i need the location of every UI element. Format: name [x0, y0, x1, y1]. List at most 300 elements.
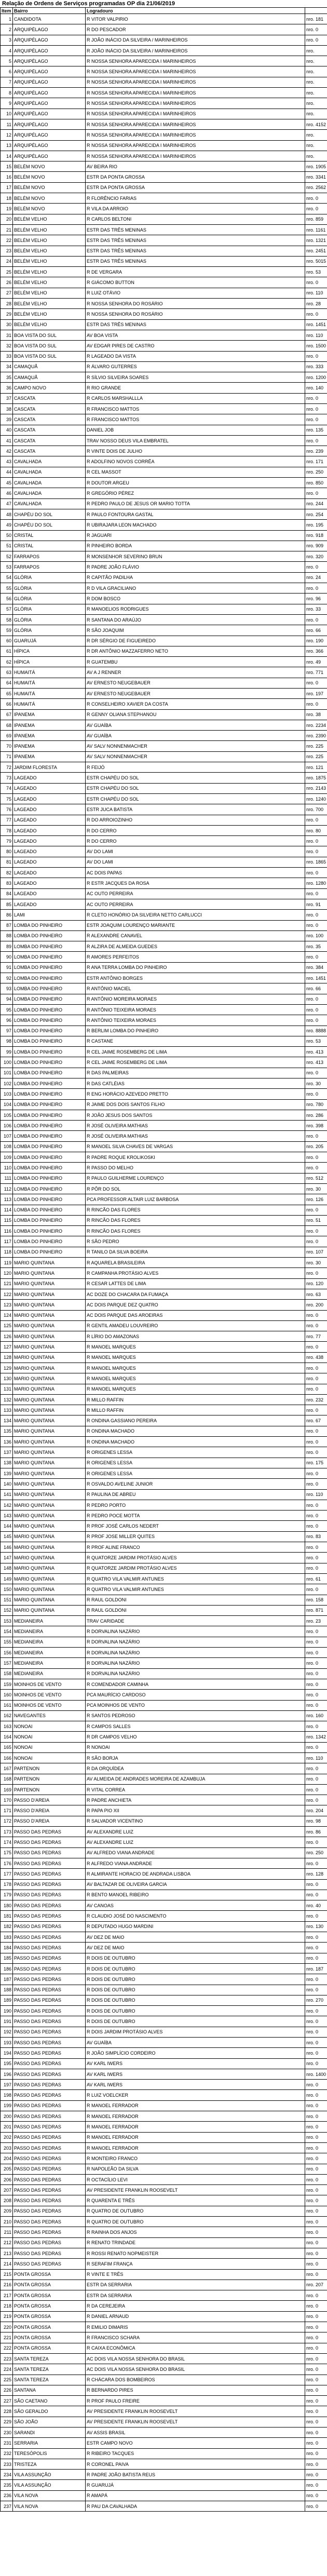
- cell-logradouro: R LÍRIO DO AMAZONAS: [86, 1331, 305, 1342]
- table-row: [1, 2111, 327, 2122]
- cell-item: 154: [1, 1626, 13, 1637]
- cell-numero: nro. 0: [305, 2343, 327, 2353]
- cell-logradouro: AC DOIS VILA NOSSA SENHORA DO BRASIL: [86, 2364, 305, 2375]
- cell-numero: nro. 0: [305, 1384, 327, 1394]
- cell-item: 175: [1, 1847, 13, 1858]
- cell-numero: nro. 0: [305, 2195, 327, 2206]
- cell-logradouro: R JOÃO JESUS DOS SANTOS: [86, 1110, 305, 1120]
- cell-logradouro: R NOSSA SENHORA APARECIDA I MARINHEIROS: [86, 130, 305, 140]
- orders-table: [0, 7, 327, 2512]
- cell-logradouro: R DOIS JARDIM PROTÁSIO ALVES: [86, 2027, 305, 2037]
- cell-logradouro: R RIO GRANDE: [86, 383, 305, 393]
- table-row: [1, 888, 327, 899]
- cell-numero: nro. 2234: [305, 720, 327, 730]
- cell-numero: nro. 0: [305, 1679, 327, 1689]
- cell-numero: nro. 207: [305, 2280, 327, 2290]
- cell-numero: nro. 49: [305, 657, 327, 667]
- cell-bairro: GLÓRIA: [13, 572, 86, 583]
- cell-item: 61: [1, 646, 13, 656]
- cell-numero: nro. 0: [305, 678, 327, 688]
- cell-logradouro: R DOIS DE OUTUBRO: [86, 2016, 305, 2027]
- cell-numero: nro. 0: [305, 1763, 327, 1774]
- cell-logradouro: R PAULO GUILHERME LOURENÇO: [86, 1173, 305, 1183]
- cell-bairro: PARTENON: [13, 1784, 86, 1795]
- cell-bairro: SERRARIA: [13, 2438, 86, 2448]
- cell-bairro: PASSO DAS PEDRAS: [13, 1911, 86, 1921]
- cell-logradouro: R PROF ALINE FRANCO: [86, 1542, 305, 1553]
- cell-numero: nro. 1451: [305, 319, 327, 330]
- cell-numero: nro. 30: [305, 1258, 327, 1268]
- cell-numero: nro. 33: [305, 604, 327, 614]
- cell-bairro: LAGEADO: [13, 836, 86, 846]
- cell-item: 52: [1, 551, 13, 562]
- cell-item: 236: [1, 2490, 13, 2501]
- cell-numero: nro.: [305, 98, 327, 109]
- cell-bairro: CHAPÉU DO SOL: [13, 520, 86, 530]
- cell-item: 110: [1, 1163, 13, 1173]
- table-row: [1, 1500, 327, 1510]
- cell-item: 118: [1, 1247, 13, 1257]
- table-row: [1, 140, 327, 151]
- table-row: [1, 2438, 327, 2448]
- table-row: [1, 130, 327, 140]
- cell-bairro: MARIO QUINTANA: [13, 1300, 86, 1310]
- cell-numero: nro. 0: [305, 1004, 327, 1015]
- cell-numero: nro. 77: [305, 1331, 327, 1342]
- cell-item: 134: [1, 1415, 13, 1426]
- cell-item: 192: [1, 2027, 13, 2037]
- cell-bairro: ARQUIPÉLAGO: [13, 151, 86, 161]
- cell-logradouro: R NOSSA SENHORA APARECIDA I MARINHEIROS: [86, 140, 305, 151]
- cell-numero: nro. 140: [305, 383, 327, 393]
- cell-bairro: MOINHOS DE VENTO: [13, 1679, 86, 1689]
- cell-numero: nro. 0: [305, 2248, 327, 2258]
- cell-bairro: SANTANA: [13, 2385, 86, 2395]
- cell-item: 44: [1, 467, 13, 477]
- cell-logradouro: R ANA TERRA LOMBA DO PINHEIRO: [86, 962, 305, 973]
- cell-bairro: SANTA TEREZA: [13, 2353, 86, 2364]
- cell-item: 171: [1, 1805, 13, 1816]
- table-row: [1, 625, 327, 636]
- cell-bairro: PASSO DAS PEDRAS: [13, 2048, 86, 2058]
- table-row: [1, 1879, 327, 1890]
- table-body: [1, 14, 327, 2512]
- cell-bairro: PASSO DAS PEDRAS: [13, 2217, 86, 2227]
- cell-numero: nro. 0: [305, 1468, 327, 1478]
- cell-numero: nro. 0: [305, 699, 327, 709]
- cell-logradouro: R JOÃO INÁCIO DA SILVEIRA / MARINHEIROS: [86, 35, 305, 45]
- cell-bairro: SÃO GERALDO: [13, 2406, 86, 2417]
- cell-bairro: ARQUIPÉLAGO: [13, 140, 86, 151]
- table-row: [1, 1805, 327, 1816]
- cell-logradouro: R DOM BOSCO: [86, 594, 305, 604]
- cell-item: 98: [1, 1036, 13, 1046]
- table-row: [1, 1352, 327, 1363]
- cell-bairro: MARIO QUINTANA: [13, 1500, 86, 1510]
- table-row: [1, 1141, 327, 1152]
- table-row: [1, 709, 327, 720]
- column-header-numero: [305, 8, 327, 14]
- cell-logradouro: R MONTEIRO FRANCO: [86, 2153, 305, 2164]
- cell-item: 189: [1, 1995, 13, 2005]
- cell-logradouro: R SÃO BORJA: [86, 1752, 305, 1763]
- cell-bairro: PASSO D'AREIA: [13, 1795, 86, 1805]
- cell-logradouro: R DEPUTADO HUGO MARDINI: [86, 1921, 305, 1932]
- cell-numero: nro. 0: [305, 2322, 327, 2332]
- cell-item: 211: [1, 2227, 13, 2237]
- cell-item: 207: [1, 2185, 13, 2195]
- cell-bairro: PASSO DAS PEDRAS: [13, 1995, 86, 2005]
- table-row: [1, 1004, 327, 1015]
- cell-bairro: BOA VISTA DO SUL: [13, 351, 86, 361]
- cell-item: 58: [1, 614, 13, 625]
- table-row: [1, 1531, 327, 1542]
- cell-numero: nro. 0: [305, 2353, 327, 2364]
- cell-logradouro: R DORVALINA NAZÁRIO: [86, 1637, 305, 1647]
- cell-item: 73: [1, 773, 13, 783]
- cell-item: 67: [1, 709, 13, 720]
- cell-bairro: PASSO DAS PEDRAS: [13, 2090, 86, 2100]
- cell-item: 92: [1, 973, 13, 983]
- cell-numero: nro. 63: [305, 1289, 327, 1299]
- cell-item: 104: [1, 1099, 13, 1110]
- table-row: [1, 1921, 327, 1932]
- cell-item: 95: [1, 1004, 13, 1015]
- cell-numero: nro. 0: [305, 403, 327, 414]
- cell-logradouro: R ORIGENES LESSA: [86, 1447, 305, 1458]
- cell-logradouro: R LUIZ OTÁVIO: [86, 288, 305, 298]
- cell-item: 7: [1, 77, 13, 87]
- table-row: [1, 878, 327, 888]
- cell-item: 3: [1, 35, 13, 45]
- cell-logradouro: R DR SÉRGIO DE FIGUEIREDO: [86, 636, 305, 646]
- cell-bairro: ARQUIPÉLAGO: [13, 24, 86, 35]
- cell-numero: nro.: [305, 88, 327, 98]
- cell-logradouro: R QUATRO VILA VALMIR ANTUNES: [86, 1584, 305, 1595]
- cell-bairro: GLÓRIA: [13, 594, 86, 604]
- cell-numero: nro. 40: [305, 1900, 327, 1911]
- table-row: [1, 1099, 327, 1110]
- cell-logradouro: R ONDINA MACHADO: [86, 1426, 305, 1436]
- cell-numero: nro. 232: [305, 1394, 327, 1405]
- table-row: [1, 456, 327, 467]
- cell-numero: nro. 195: [305, 520, 327, 530]
- table-row: [1, 678, 327, 688]
- cell-bairro: MARIO QUINTANA: [13, 1489, 86, 1500]
- cell-item: 220: [1, 2322, 13, 2332]
- cell-bairro: NONOAI: [13, 1752, 86, 1763]
- cell-bairro: PONTA GROSSA: [13, 2269, 86, 2280]
- table-row: [1, 435, 327, 446]
- cell-bairro: ARQUIPÉLAGO: [13, 56, 86, 66]
- cell-logradouro: ESTR DAS TRÊS MENINAS: [86, 319, 305, 330]
- cell-logradouro: R MANOEL MARQUES: [86, 1352, 305, 1363]
- cell-item: 34: [1, 361, 13, 372]
- cell-logradouro: AC DOIS PARQUE DAS AROEIRAS: [86, 1310, 305, 1320]
- cell-item: 166: [1, 1752, 13, 1763]
- table-row: [1, 1278, 327, 1289]
- cell-bairro: LAGEADO: [13, 888, 86, 899]
- cell-item: 152: [1, 1605, 13, 1615]
- cell-logradouro: R PADRE ROQUE KROLIKOSKI: [86, 1152, 305, 1163]
- table-row: [1, 66, 327, 77]
- cell-item: 96: [1, 1015, 13, 1026]
- table-row: [1, 1289, 327, 1299]
- cell-logradouro: R CONSELHEIRO XAVIER DA COSTA: [86, 699, 305, 709]
- table-row: [1, 1521, 327, 1531]
- cell-bairro: PASSO DAS PEDRAS: [13, 1953, 86, 1963]
- table-row: [1, 1626, 327, 1637]
- cell-bairro: MARIO QUINTANA: [13, 1352, 86, 1363]
- cell-logradouro: R PAULO FONTOURA GASTAL: [86, 509, 305, 519]
- cell-bairro: BELÉM VELHO: [13, 288, 86, 298]
- cell-logradouro: R JOSÉ OLIVEIRA MATHIAS: [86, 1121, 305, 1131]
- cell-logradouro: R MANOELIOS RODRIGUES: [86, 604, 305, 614]
- table-row: [1, 773, 327, 783]
- cell-item: 68: [1, 720, 13, 730]
- table-row: [1, 2427, 327, 2437]
- cell-bairro: LOMBA DO PINHEIRO: [13, 1173, 86, 1183]
- cell-logradouro: R DR CAMPOS VELHO: [86, 1732, 305, 1742]
- cell-item: 15: [1, 161, 13, 172]
- cell-logradouro: R PAU DA CAVALHADA: [86, 2501, 305, 2512]
- cell-logradouro: R CAPITÃO PADILHA: [86, 572, 305, 583]
- cell-bairro: GUARUJÁ: [13, 636, 86, 646]
- cell-item: 184: [1, 1943, 13, 1953]
- cell-item: 14: [1, 151, 13, 161]
- table-row: [1, 1721, 327, 1732]
- cell-numero: nro. 0: [305, 2427, 327, 2437]
- cell-bairro: LAGEADO: [13, 899, 86, 909]
- cell-logradouro: R DO PESCADOR: [86, 24, 305, 35]
- cell-bairro: PASSO DAS PEDRAS: [13, 2195, 86, 2206]
- cell-bairro: ARQUIPÉLAGO: [13, 98, 86, 109]
- cell-logradouro: R VILA DA ARROIO: [86, 204, 305, 214]
- cell-item: 230: [1, 2427, 13, 2437]
- cell-numero: nro. 0: [305, 277, 327, 288]
- table-row: [1, 2142, 327, 2153]
- cell-bairro: ARQUIPÉLAGO: [13, 35, 86, 45]
- cell-bairro: PASSO DAS PEDRAS: [13, 2227, 86, 2237]
- table-row: [1, 2364, 327, 2375]
- cell-numero: nro. 0: [305, 2290, 327, 2301]
- table-row: [1, 1869, 327, 1879]
- cell-bairro: MARIO QUINTANA: [13, 1363, 86, 1373]
- cell-numero: nro.: [305, 130, 327, 140]
- cell-numero: nro. 320: [305, 551, 327, 562]
- table-row: [1, 214, 327, 224]
- cell-logradouro: ESTR DAS TRÊS MENINAS: [86, 224, 305, 235]
- table-row: [1, 182, 327, 193]
- cell-logradouro: R MANOEL MARQUES: [86, 1363, 305, 1373]
- table-row: [1, 762, 327, 773]
- cell-logradouro: R FEIJÓ: [86, 762, 305, 773]
- cell-item: 228: [1, 2406, 13, 2417]
- cell-item: 4: [1, 45, 13, 56]
- cell-item: 75: [1, 793, 13, 804]
- cell-item: 87: [1, 920, 13, 930]
- cell-numero: nro. 0: [305, 1837, 327, 1847]
- cell-bairro: PARTENON: [13, 1763, 86, 1774]
- table-row: [1, 1943, 327, 1953]
- cell-numero: nro. 0: [305, 1637, 327, 1647]
- table-row: [1, 446, 327, 456]
- cell-numero: nro. 181: [305, 14, 327, 24]
- cell-logradouro: ESTR DA SERRARIA: [86, 2290, 305, 2301]
- cell-item: 170: [1, 1795, 13, 1805]
- cell-logradouro: R RENATO TRINDADE: [86, 2237, 305, 2248]
- table-row: [1, 1300, 327, 1310]
- cell-item: 108: [1, 1141, 13, 1152]
- cell-logradouro: R ANTÔNIO MOREIRA MORAES: [86, 994, 305, 1004]
- cell-item: 116: [1, 1226, 13, 1236]
- cell-logradouro: AV PRESIDENTE FRANKLIN ROOSEVELT: [86, 2406, 305, 2417]
- cell-bairro: LOMBA DO PINHEIRO: [13, 1247, 86, 1257]
- cell-item: 226: [1, 2385, 13, 2395]
- cell-bairro: BELÉM VELHO: [13, 256, 86, 266]
- cell-item: 148: [1, 1563, 13, 1573]
- table-row: [1, 930, 327, 941]
- cell-item: 12: [1, 130, 13, 140]
- cell-logradouro: R QUATRO DE OUTUBRO: [86, 2217, 305, 2227]
- cell-bairro: LOMBA DO PINHEIRO: [13, 1226, 86, 1236]
- cell-item: 214: [1, 2259, 13, 2269]
- cell-logradouro: R PEDRO POCE MOTTA: [86, 1510, 305, 1521]
- table-row: [1, 204, 327, 214]
- cell-bairro: CAMAQUÃ: [13, 361, 86, 372]
- cell-bairro: LOMBA DO PINHEIRO: [13, 1004, 86, 1015]
- cell-numero: nro. 0: [305, 1373, 327, 1384]
- cell-logradouro: R ANTÔNIO TEIXEIRA MORAES: [86, 1004, 305, 1015]
- cell-item: 231: [1, 2438, 13, 2448]
- cell-logradouro: R CEL MASSOT: [86, 467, 305, 477]
- cell-logradouro: AV SALV NONNENMACHER: [86, 751, 305, 762]
- table-row: [1, 172, 327, 182]
- table-row: [1, 2480, 327, 2490]
- cell-numero: nro. 1865: [305, 857, 327, 867]
- cell-logradouro: R RINCÃO DAS FLORES: [86, 1226, 305, 1236]
- cell-bairro: PASSO DAS PEDRAS: [13, 1943, 86, 1953]
- table-row: [1, 2501, 327, 2512]
- cell-bairro: PASSO DAS PEDRAS: [13, 2016, 86, 2027]
- cell-logradouro: R BERLIM LOMBA DO PINHEIRO: [86, 1026, 305, 1036]
- cell-item: 176: [1, 1858, 13, 1868]
- cell-numero: nro. 160: [305, 1710, 327, 1721]
- table-row: [1, 151, 327, 161]
- table-row: [1, 14, 327, 24]
- cell-numero: nro. 0: [305, 1268, 327, 1278]
- cell-bairro: BELÉM VELHO: [13, 235, 86, 246]
- cell-logradouro: R ANTÔNIO MACIEL: [86, 983, 305, 994]
- cell-bairro: BELÉM VELHO: [13, 277, 86, 288]
- cell-numero: nro. 30: [305, 1078, 327, 1088]
- cell-item: 111: [1, 1173, 13, 1183]
- cell-item: 158: [1, 1668, 13, 1679]
- cell-logradouro: R DA ORQUÍDEA: [86, 1763, 305, 1774]
- table-row: [1, 1774, 327, 1784]
- cell-numero: nro. 0: [305, 1974, 327, 1985]
- cell-numero: nro. 110: [305, 288, 327, 298]
- cell-numero: nro. 0: [305, 1700, 327, 1710]
- cell-numero: nro. 110: [305, 1489, 327, 1500]
- cell-bairro: MARIO QUINTANA: [13, 1468, 86, 1478]
- cell-logradouro: AV GUAÍBA: [86, 731, 305, 741]
- cell-bairro: MARIO QUINTANA: [13, 1394, 86, 1405]
- cell-numero: nro.: [305, 151, 327, 161]
- cell-logradouro: AV KARL IWERS: [86, 2058, 305, 2069]
- cell-bairro: PASSO DAS PEDRAS: [13, 1963, 86, 1974]
- cell-numero: nro. 0: [305, 2490, 327, 2501]
- cell-item: 90: [1, 952, 13, 962]
- cell-numero: nro. 38: [305, 709, 327, 720]
- cell-logradouro: R EMILIO DIMARIS: [86, 2322, 305, 2332]
- cell-bairro: MARIO QUINTANA: [13, 1542, 86, 1553]
- cell-bairro: ARQUIPÉLAGO: [13, 66, 86, 77]
- cell-item: 102: [1, 1078, 13, 1088]
- cell-bairro: BELÉM VELHO: [13, 309, 86, 319]
- cell-logradouro: R LAGEADO DA VISTA: [86, 351, 305, 361]
- cell-numero: nro. 0: [305, 1226, 327, 1236]
- cell-item: 124: [1, 1310, 13, 1320]
- cell-logradouro: R ONDINA MACHADO: [86, 1437, 305, 1447]
- cell-logradouro: R DOIS DE OUTUBRO: [86, 1974, 305, 1985]
- cell-item: 125: [1, 1320, 13, 1331]
- cell-item: 24: [1, 256, 13, 266]
- cell-bairro: CASCATA: [13, 446, 86, 456]
- table-row: [1, 1668, 327, 1679]
- cell-bairro: PASSO DAS PEDRAS: [13, 2058, 86, 2069]
- cell-item: 224: [1, 2364, 13, 2375]
- cell-item: 198: [1, 2090, 13, 2100]
- table-row: [1, 815, 327, 825]
- cell-item: 201: [1, 2122, 13, 2132]
- cell-bairro: LOMBA DO PINHEIRO: [13, 1110, 86, 1120]
- cell-bairro: CASCATA: [13, 435, 86, 446]
- cell-logradouro: R AMAPÁ: [86, 2490, 305, 2501]
- table-row: [1, 2206, 327, 2216]
- cell-bairro: PASSO DAS PEDRAS: [13, 1900, 86, 1911]
- cell-numero: nro. 1451: [305, 973, 327, 983]
- cell-numero: nro. 0: [305, 1342, 327, 1352]
- cell-logradouro: AV DO LAMI: [86, 857, 305, 867]
- cell-numero: nro. 0: [305, 2364, 327, 2375]
- cell-item: 20: [1, 214, 13, 224]
- cell-numero: nro. 1400: [305, 2069, 327, 2079]
- cell-bairro: MARIO QUINTANA: [13, 1595, 86, 1605]
- cell-item: 71: [1, 751, 13, 762]
- cell-numero: nro. 0: [305, 1742, 327, 1752]
- cell-logradouro: R MANOEL FERRADOR: [86, 2100, 305, 2111]
- cell-item: 215: [1, 2269, 13, 2280]
- cell-item: 63: [1, 667, 13, 678]
- cell-logradouro: R MANOEL MARQUES: [86, 1384, 305, 1394]
- table-row: [1, 2417, 327, 2427]
- cell-item: 200: [1, 2111, 13, 2122]
- table-row: [1, 1078, 327, 1088]
- table-row: [1, 1679, 327, 1689]
- cell-item: 11: [1, 119, 13, 129]
- cell-numero: nro. 0: [305, 2048, 327, 2058]
- cell-logradouro: R CESAR LATTES DE LIMA: [86, 1278, 305, 1289]
- page-title: Relação de Ordens de Serviços programadas OP dia 21/06/2019: [2, 1, 175, 7]
- table-row: [1, 857, 327, 867]
- table-row: [1, 1932, 327, 1943]
- cell-bairro: BELÉM NOVO: [13, 204, 86, 214]
- cell-bairro: MARIO QUINTANA: [13, 1479, 86, 1489]
- cell-bairro: PASSO DAS PEDRAS: [13, 2174, 86, 2184]
- cell-item: 117: [1, 1236, 13, 1247]
- table-row: [1, 2048, 327, 2058]
